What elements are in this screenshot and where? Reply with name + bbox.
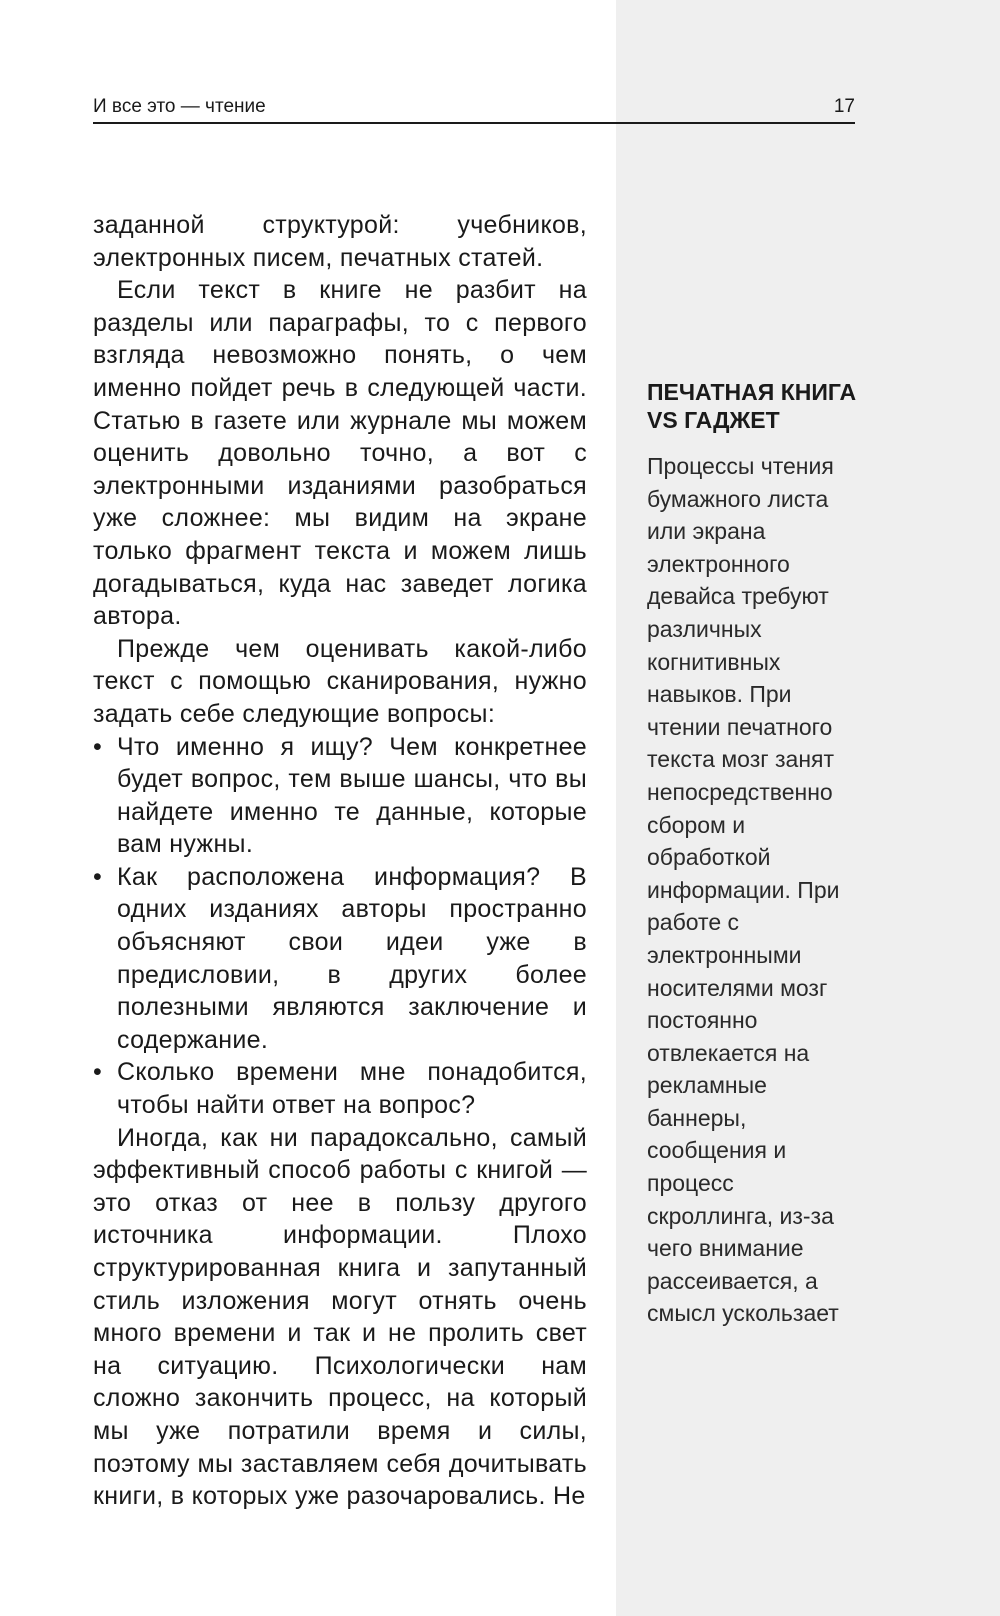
running-title: И все это — чтение	[93, 96, 266, 117]
page-header	[93, 96, 855, 124]
bullet-list	[93, 731, 587, 1122]
sidebar-note	[647, 378, 857, 1330]
paragraph: Если текст в книге не разбит на разделы или параграфы, то с первого взгляда невозможно понять, о чем именно пойдет речь в следующей части. Статью в газете или журнале мы можем оценить довольно точно, а вот с электронными изданиями разобраться уже сложнее: мы видим на экране только фрагмент текста и можем лишь догадываться, куда нас заведет логика автора.	[93, 276, 587, 631]
list-item: • Сколько времени мне понадобится, чтобы найти ответ на вопрос?	[93, 1056, 587, 1121]
paragraph: Прежде чем оценивать какой-либо текст с помощью сканирования, нужно задать себе следующие вопросы:	[93, 634, 587, 728]
paragraph: заданной структурой: учебников, электронных писем, печатных статей.	[93, 211, 587, 272]
main-text-column	[93, 209, 587, 1513]
list-item: • Что именно я ищу? Чем конкретнее будет вопрос, тем выше шансы, что вы найдете именно те данные, которые вам нужны.	[93, 731, 587, 861]
page-number: 17	[833, 96, 855, 117]
sidebar-text: Процессы чтения бумажного листа или экрана электронного девайса требуют различных когнитивных навыков. При чтении печатного текста мозг занят непосредственно сбором и обработкой информации. При работе с электронными носителями мозг постоянно отвлекается на рекламные баннеры, сообщения и процесс скроллинга, из-за чего внимание рассеивается, а смысл ускользает	[647, 453, 840, 1327]
header-rule	[93, 122, 855, 124]
sidebar-heading: ПЕЧАТНАЯ КНИГА VS ГАДЖЕТ	[647, 379, 857, 433]
paragraph: Иногда, как ни парадоксально, самый эффективный способ работы с книгой — это отказ от нее в пользу другого источника информации. Плохо структурированная книга и запутанный стиль изложения могут отнять очень много времени и так и не пролить свет на ситуацию. Психологически нам сложно закончить процесс, на который мы уже потратили время и силы, поэтому мы заставляем себя дочитывать книги, в которых уже разочаровались. Не	[93, 1123, 587, 1511]
list-item: • Как расположена информация? В одних изданиях авторы пространно объясняют свои идеи уже в предисловии, в других более полезными являются заключение и содержание.	[93, 861, 587, 1057]
